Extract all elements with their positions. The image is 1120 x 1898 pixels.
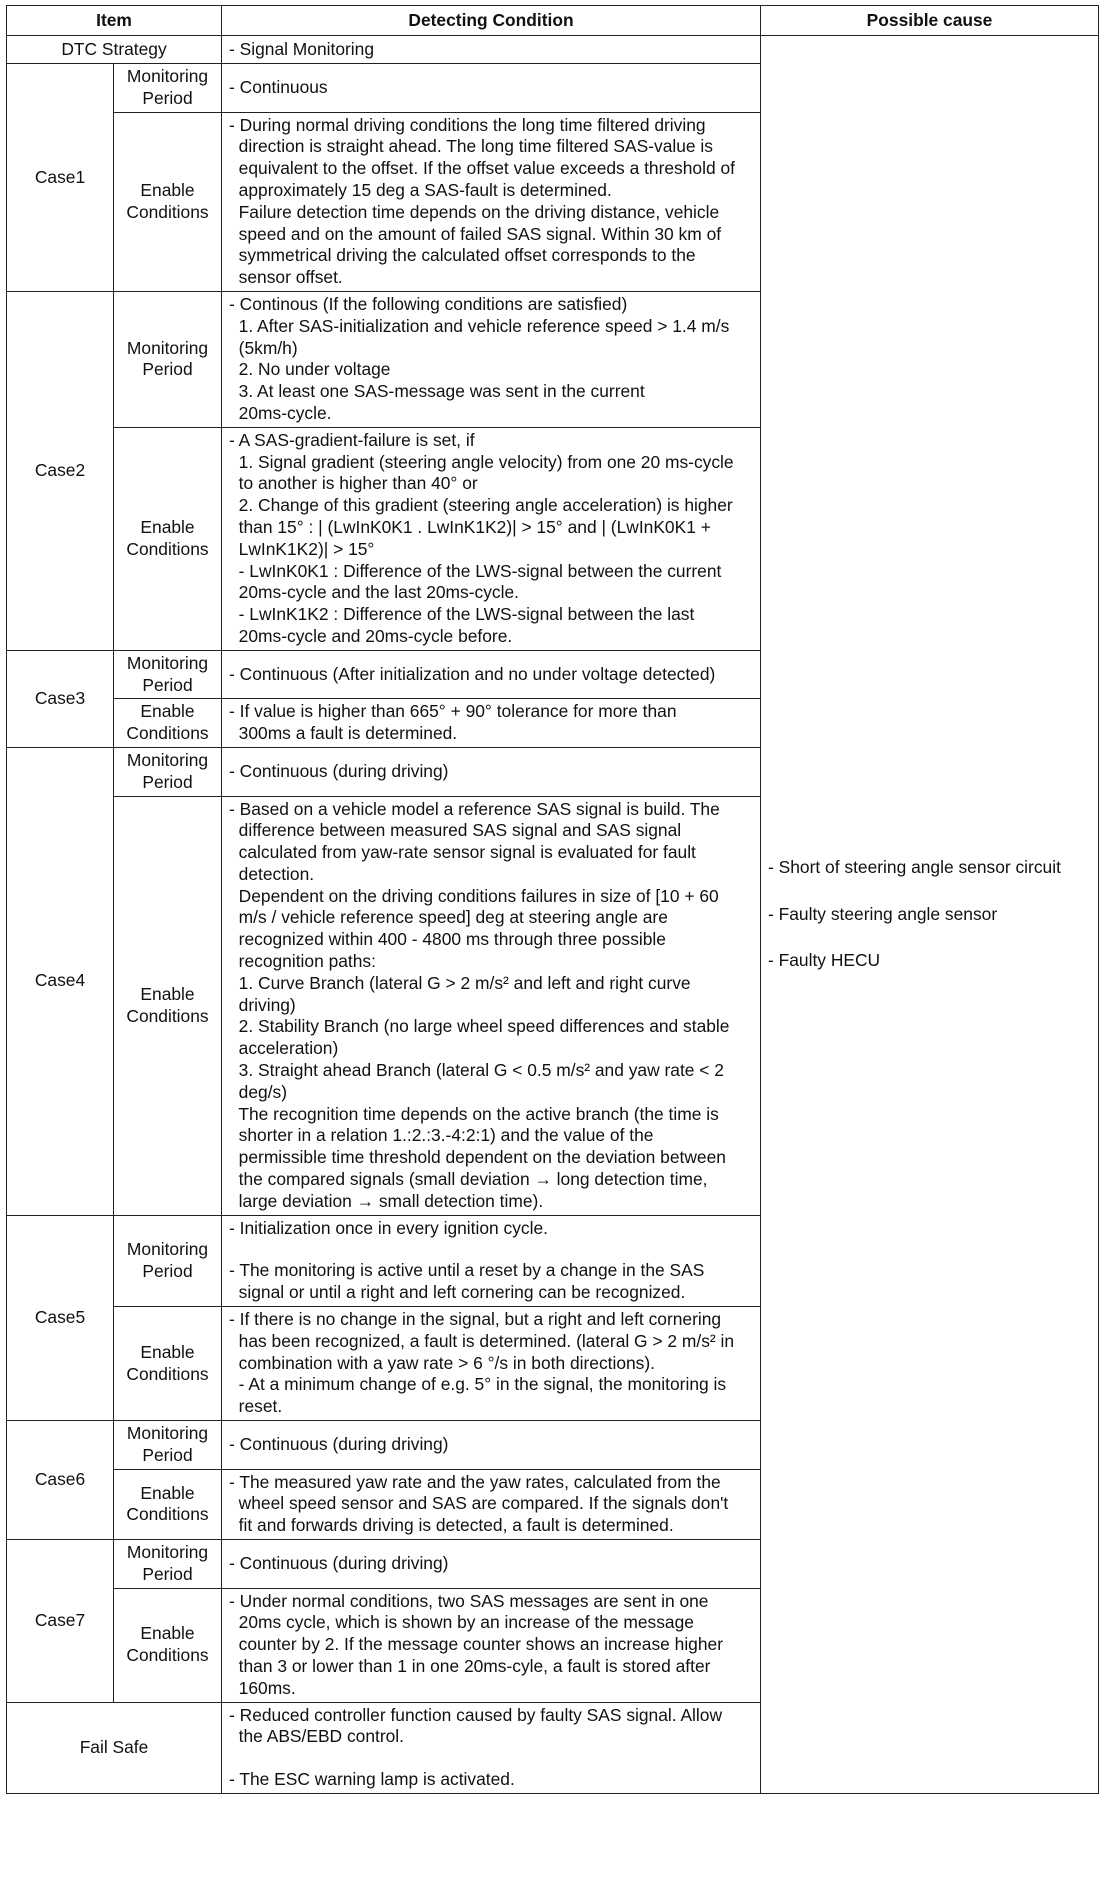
condition-line: approximately 15 deg a SAS-fault is determined.: [229, 179, 612, 200]
condition-line: - If there is no change in the signal, but a right and left cornering: [229, 1309, 722, 1330]
fail-safe-condition: [222, 1702, 761, 1793]
enable-conditions-condition: [222, 112, 761, 291]
monitoring-period-label: Monitoring Period: [114, 1540, 222, 1589]
condition-line: (5km/h): [229, 337, 298, 358]
condition-line: - A SAS-gradient-failure is set, if: [229, 429, 475, 450]
case-label: Case5: [7, 1215, 114, 1420]
condition-line: - Reduced controller function caused by faulty SAS signal. Allow: [229, 1704, 723, 1725]
header-possible-cause: Possible cause: [761, 6, 1099, 36]
enable-conditions-label: Enable Conditions: [114, 1469, 222, 1539]
condition-line: to another is higher than 40° or: [229, 473, 478, 494]
enable-conditions-condition: [222, 699, 761, 748]
enable-conditions-label: Enable Conditions: [114, 1588, 222, 1702]
monitoring-period-condition: [222, 747, 761, 796]
condition-line: recognition paths:: [229, 951, 376, 972]
enable-conditions-condition: [222, 796, 761, 1215]
condition-line: [229, 1748, 753, 1769]
condition-line: - During normal driving conditions the long time filtered driving: [229, 114, 706, 135]
condition-line: 20ms-cycle and the last 20ms-cycle.: [229, 582, 519, 603]
condition-line: detection.: [229, 863, 315, 884]
possible-cause-item: - Faulty steering angle sensor: [768, 903, 998, 924]
condition-line: the ABS/EBD control.: [229, 1726, 404, 1747]
condition-line: large deviation → small detection time).: [229, 1190, 544, 1211]
enable-conditions-label: Enable Conditions: [114, 699, 222, 748]
condition-line: has been recognized, a fault is determined. (lateral G > 2 m/s² in: [229, 1330, 735, 1351]
dtc-strategy-label: DTC Strategy: [7, 36, 222, 64]
monitoring-period-label: Monitoring Period: [114, 291, 222, 427]
condition-line: counter by 2. If the message counter shows an increase higher: [229, 1634, 723, 1655]
condition-line: The recognition time depends on the active branch (the time is: [229, 1103, 719, 1124]
condition-line: 20ms cycle, which is shown by an increase of the message: [229, 1612, 694, 1633]
condition-line: 300ms a fault is determined.: [229, 723, 458, 744]
condition-line: fit and forwards driving is detected, a fault is determined.: [229, 1515, 674, 1536]
condition-line: deg/s): [229, 1081, 288, 1102]
header-row: [7, 6, 1099, 36]
case-label: Case2: [7, 291, 114, 650]
condition-line: - Continuous: [229, 76, 328, 97]
condition-line: - If value is higher than 665° + 90° tolerance for more than: [229, 701, 677, 722]
condition-line: wheel speed sensor and SAS are compared. If the signals don't: [229, 1493, 729, 1514]
condition-line: difference between measured SAS signal and SAS signal: [229, 820, 682, 841]
enable-conditions-label: Enable Conditions: [114, 112, 222, 291]
enable-conditions-condition: [222, 1469, 761, 1539]
monitoring-period-label: Monitoring Period: [114, 1215, 222, 1306]
condition-line: 1. After SAS-initialization and vehicle reference speed > 1.4 m/s: [229, 315, 730, 336]
enable-conditions-condition: [222, 427, 761, 650]
condition-line: 3. Straight ahead Branch (lateral G < 0.5 m/s² and yaw rate < 2: [229, 1060, 724, 1081]
monitoring-period-label: Monitoring Period: [114, 1421, 222, 1470]
condition-line: 20ms-cycle and 20ms-cycle before.: [229, 625, 513, 646]
condition-line: LwInK1K2)| > 15°: [229, 538, 375, 559]
condition-line: Failure detection time depends on the driving distance, vehicle: [229, 201, 720, 222]
enable-conditions-label: Enable Conditions: [114, 1307, 222, 1421]
dtc-strategy-value: - Signal Monitoring: [222, 36, 761, 64]
enable-conditions-label: Enable Conditions: [114, 427, 222, 650]
condition-line: - Continous (If the following conditions are satisfied): [229, 293, 628, 314]
condition-line: 3. At least one SAS-message was sent in the current: [229, 381, 645, 402]
condition-line: calculated from yaw-rate sensor signal is evaluated for fault: [229, 842, 696, 863]
enable-conditions-condition: [222, 1307, 761, 1421]
condition-line: symmetrical driving the calculated offset corresponds to the: [229, 245, 696, 266]
condition-line: [229, 1239, 753, 1260]
condition-line: - Initialization once in every ignition cycle.: [229, 1217, 548, 1238]
monitoring-period-condition: [222, 1215, 761, 1306]
condition-line: 160ms.: [229, 1677, 296, 1698]
enable-conditions-condition: [222, 1588, 761, 1702]
possible-cause-cell: [761, 36, 1099, 1794]
monitoring-period-condition: [222, 64, 761, 113]
possible-cause-item: - Faulty HECU: [768, 950, 881, 971]
possible-cause-item: - Short of steering angle sensor circuit: [768, 856, 1061, 877]
monitoring-period-condition: [222, 650, 761, 699]
condition-line: recognized within 400 - 4800 ms through three possible: [229, 929, 666, 950]
condition-line: - The monitoring is active until a reset by a change in the SAS: [229, 1260, 705, 1281]
enable-conditions-label: Enable Conditions: [114, 796, 222, 1215]
condition-line: Dependent on the driving conditions failures in size of [10 + 60: [229, 885, 719, 906]
condition-line: m/s / vehicle reference speed] deg at steering angle are: [229, 907, 668, 928]
condition-line: - Under normal conditions, two SAS messages are sent in one: [229, 1590, 709, 1611]
dtc-strategy-row: [7, 36, 1099, 64]
condition-line: acceleration): [229, 1038, 339, 1059]
case-label: Case1: [7, 64, 114, 292]
dtc-condition-table: [6, 5, 1099, 1794]
condition-line: - Based on a vehicle model a reference SAS signal is build. The: [229, 798, 720, 819]
condition-line: reset.: [229, 1396, 283, 1417]
case-label: Case3: [7, 650, 114, 747]
fail-safe-label: Fail Safe: [7, 1702, 222, 1793]
condition-line: - Continuous (After initialization and no under voltage detected): [229, 663, 716, 684]
condition-line: driving): [229, 994, 296, 1015]
header-detecting-condition: Detecting Condition: [222, 6, 761, 36]
monitoring-period-condition: [222, 1421, 761, 1470]
case-label: Case6: [7, 1421, 114, 1540]
condition-line: combination with a yaw rate > 6 °/s in both directions).: [229, 1352, 656, 1373]
condition-line: - Continuous (during driving): [229, 1552, 449, 1573]
condition-line: - Continuous (during driving): [229, 760, 449, 781]
case-label: Case4: [7, 747, 114, 1215]
condition-line: direction is straight ahead. The long time filtered SAS-value is: [229, 136, 713, 157]
condition-line: 1. Signal gradient (steering angle velocity) from one 20 ms-cycle: [229, 451, 734, 472]
condition-line: speed and on the amount of failed SAS signal. Within 30 km of: [229, 223, 722, 244]
case-label: Case7: [7, 1540, 114, 1703]
monitoring-period-label: Monitoring Period: [114, 64, 222, 113]
condition-line: than 15° : | (LwInK0K1 . LwInK1K2)| > 15° and | (LwInK0K1 +: [229, 516, 711, 537]
monitoring-period-label: Monitoring Period: [114, 747, 222, 796]
condition-line: - The measured yaw rate and the yaw rates, calculated from the: [229, 1471, 721, 1492]
condition-line: 2. No under voltage: [229, 359, 391, 380]
condition-line: shorter in a relation 1.:2.:3.-4:2:1) and the value of the: [229, 1125, 654, 1146]
monitoring-period-condition: [222, 291, 761, 427]
condition-line: - At a minimum change of e.g. 5° in the signal, the monitoring is: [229, 1374, 727, 1395]
condition-line: - LwInK0K1 : Difference of the LWS-signal between the current: [229, 560, 722, 581]
condition-line: - Continuous (during driving): [229, 1433, 449, 1454]
monitoring-period-condition: [222, 1540, 761, 1589]
condition-line: 20ms-cycle.: [229, 402, 332, 423]
condition-line: equivalent to the offset. If the offset value exceeds a threshold of: [229, 158, 735, 179]
condition-line: 1. Curve Branch (lateral G > 2 m/s² and left and right curve: [229, 972, 691, 993]
header-item: Item: [7, 6, 222, 36]
condition-line: permissible time threshold dependent on the deviation between: [229, 1147, 726, 1168]
condition-line: than 3 or lower than 1 in one 20ms-cyle, a fault is stored after: [229, 1655, 711, 1676]
monitoring-period-label: Monitoring Period: [114, 650, 222, 699]
condition-line: signal or until a right and left cornering can be recognized.: [229, 1282, 686, 1303]
condition-line: 2. Stability Branch (no large wheel speed differences and stable: [229, 1016, 730, 1037]
condition-line: - LwInK1K2 : Difference of the LWS-signal between the last: [229, 604, 695, 625]
condition-line: the compared signals (small deviation → long detection time,: [229, 1169, 708, 1190]
condition-line: sensor offset.: [229, 267, 343, 288]
condition-line: 2. Change of this gradient (steering angle acceleration) is higher: [229, 495, 733, 516]
condition-line: - The ESC warning lamp is activated.: [229, 1769, 515, 1790]
